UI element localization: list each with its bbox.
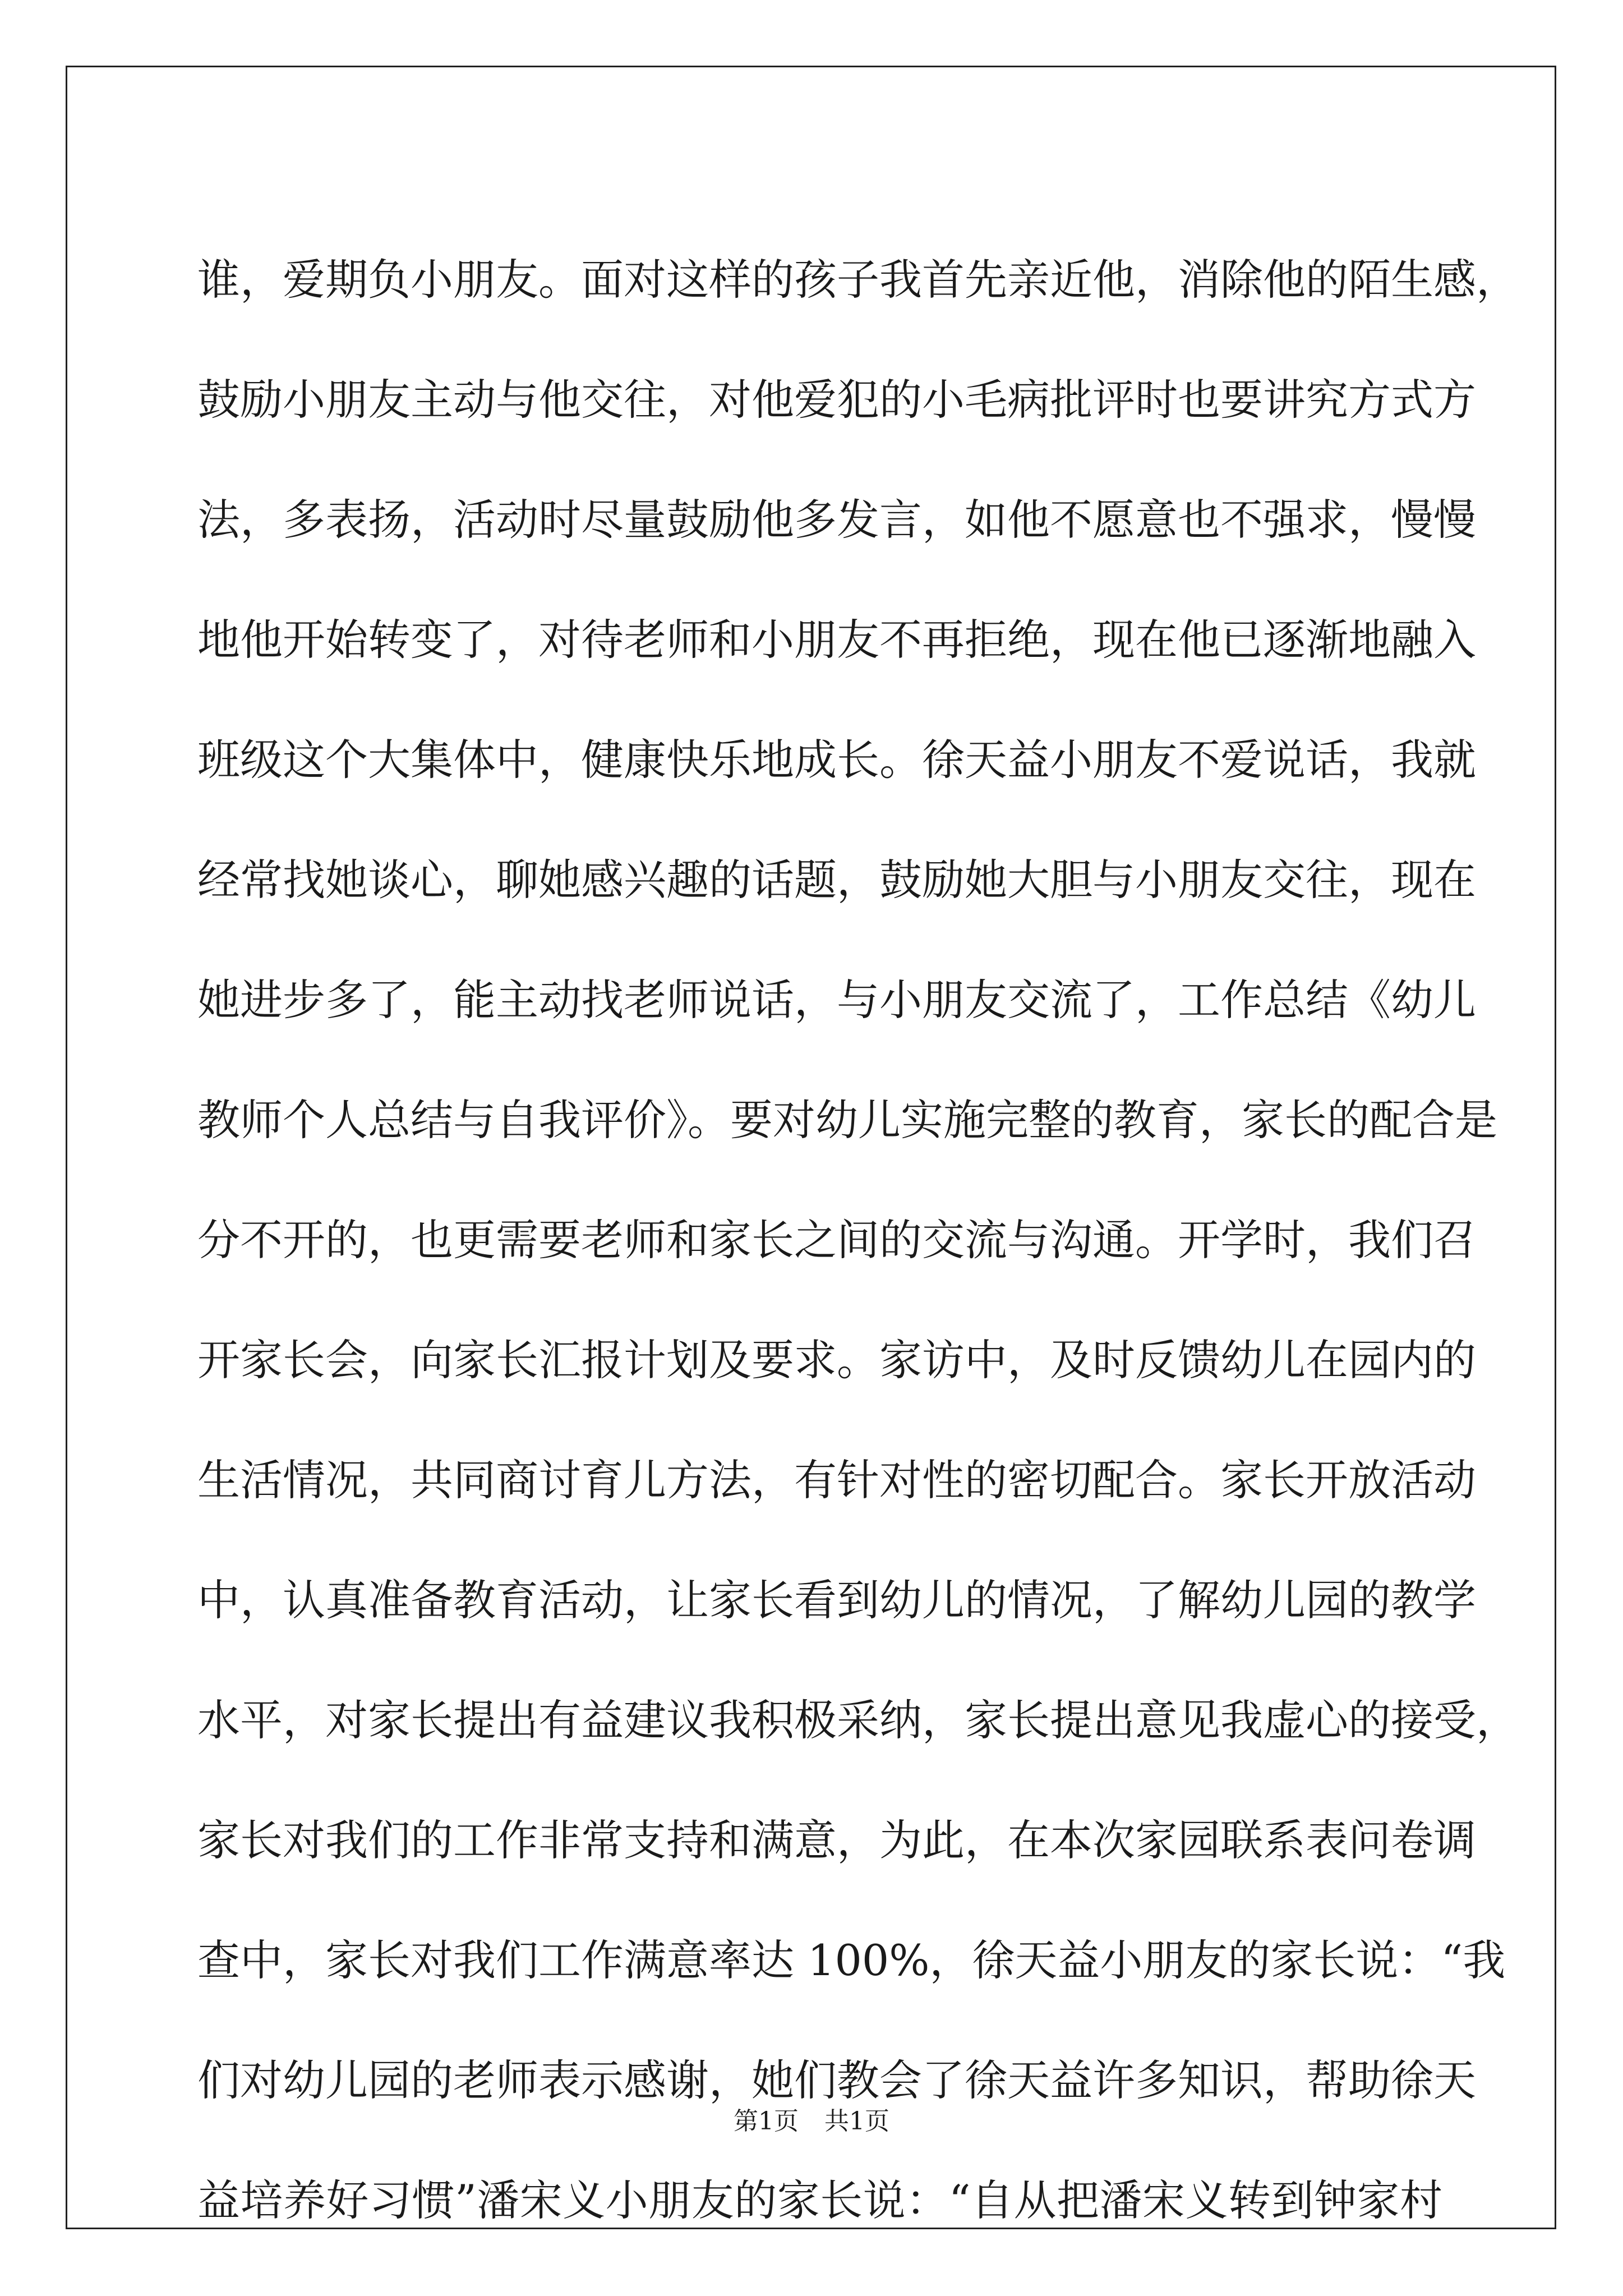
text-line: 教师个人总结与自我评价》。要对幼儿实施完整的教育，家长的配合是 bbox=[197, 1095, 1497, 1145]
text-line: 法，多表扬，活动时尽量鼓励他多发言，如他不愿意也不强求，慢慢 bbox=[197, 495, 1476, 545]
text-line: 家长对我们的工作非常支持和满意，为此，在本次家园联系表问卷调 bbox=[197, 1815, 1476, 1865]
text-line: 开家长会，向家长汇报计划及要求。家访中，及时反馈幼儿在园内的 bbox=[197, 1335, 1476, 1385]
text-line: 地他开始转变了，对待老师和小朋友不再拒绝，现在他已逐渐地融入 bbox=[197, 615, 1476, 665]
page-number-total: 共1页 bbox=[824, 2107, 889, 2136]
text-line: 分不开的，也更需要老师和家长之间的交流与沟通。开学时，我们召 bbox=[197, 1215, 1476, 1265]
text-line: 中，认真准备教育活动，让家长看到幼儿的情况，了解幼儿园的教学 bbox=[197, 1575, 1476, 1625]
text-line: 她进步多了，能主动找老师说话，与小朋友交流了，工作总结《幼儿 bbox=[197, 975, 1476, 1025]
page-number-current: 第1页 bbox=[734, 2107, 799, 2136]
page-footer bbox=[0, 2101, 1623, 2137]
text-line: 生活情况，共同商讨育儿方法，有针对性的密切配合。家长开放活动 bbox=[197, 1455, 1476, 1505]
text-line: 班级这个大集体中，健康快乐地成长。徐天益小朋友不爱说话，我就 bbox=[197, 735, 1476, 785]
text-line: 经常找她谈心，聊她感兴趣的话题，鼓励她大胆与小朋友交往，现在 bbox=[197, 855, 1476, 905]
text-line: 鼓励小朋友主动与他交往，对他爱犯的小毛病批评时也要讲究方式方 bbox=[197, 375, 1476, 425]
document-body bbox=[197, 220, 1519, 2261]
text-line: 水平，对家长提出有益建议我积极采纳，家长提出意见我虚心的接受， bbox=[197, 1695, 1519, 1745]
text-line: 谁，爱期负小朋友。面对这样的孩子我首先亲近他，消除他的陌生感， bbox=[197, 255, 1519, 305]
text-line: 益培养好习惯”潘宋义小朋友的家长说：“自从把潘宋义转到钟家村 bbox=[197, 2175, 1442, 2225]
text-line: 们对幼儿园的老师表示感谢，她们教会了徐天益许多知识，帮助徐天 bbox=[197, 2055, 1476, 2105]
text-line: 查中，家长对我们工作满意率达 100%，徐天益小朋友的家长说：“我 bbox=[197, 1935, 1506, 1985]
